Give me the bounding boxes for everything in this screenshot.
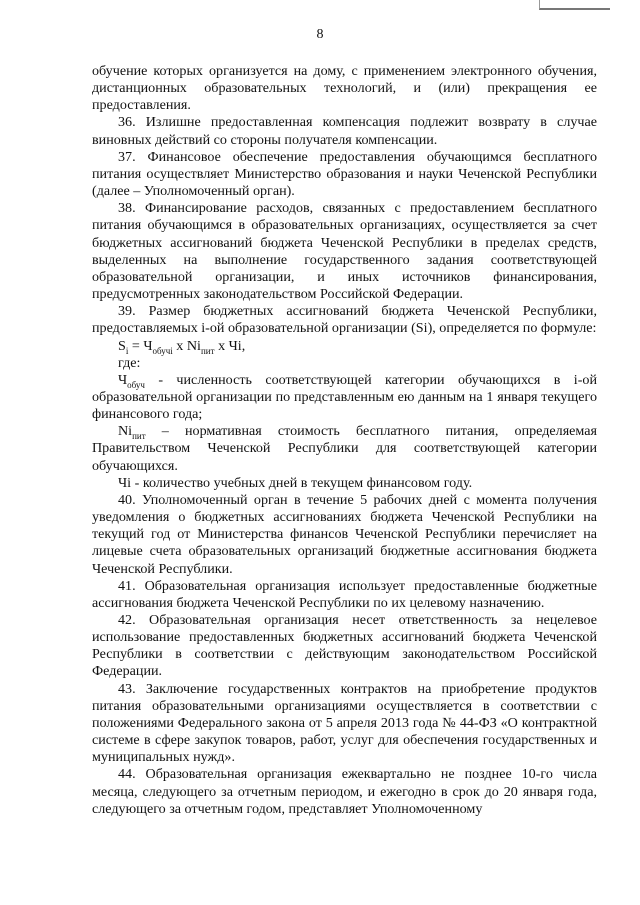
document-body xyxy=(92,63,597,818)
page-number: 8 xyxy=(316,27,324,42)
paragraph-38: 38. Финансирование расходов, связанных с предоставлением бесплатного питания обучающимся в образовательных организациях, осуществляется за счет бюджетных ассигнований бюджета Чеченской Республики в пределах средств, выделенных на выполнение государственного задания соответствующей образовательной организации, и иных источников финансирования, предусмотренных законодательством Российской Федерации. xyxy=(92,200,597,303)
corner-mark xyxy=(539,0,610,10)
paragraph-39: 39. Размер бюджетных ассигнований бюджета Чеченской Республики, предоставляемых i-ой образовательной организации (Si), определяется по формуле: xyxy=(92,303,597,337)
formula-where: где: xyxy=(118,354,141,371)
paragraph-40: 40. Уполномоченный орган в течение 5 рабочих дней с момента получения уведомления о бюджетных ассигнованиях бюджета Чеченской Республики на текущий год от Министерства финансов Чеченской Республики перечисляет на лицевые счета образовательных организаций бюджетные ассигнования бюджета Чеченской Республики. xyxy=(92,491,597,577)
paragraph-continuation: обучение которых организуется на дому, с применением электронного обучения, дистанционных образовательных технологий, и (или) прекращения ее предоставления. xyxy=(92,63,597,114)
definition-ch-obuch: $Ч_{обуч}$ - численность соответствующей категории обучающихся в i-ой образовательной организации по представленным ею данным на 1 января текущего финансового года; xyxy=(92,371,597,423)
definition-ni-pit: $Ni_{пит}$ – нормативная стоимость бесплатного питания, определяемая Правительством Чеченской Республики для соответствующей категории обучающихся. xyxy=(92,423,597,474)
paragraph-36: 36. Излишне предоставленная компенсация подлежит возврату в случае виновных действий со стороны получателя компенсации. xyxy=(92,114,597,148)
paragraph-43: 43. Заключение государственных контрактов на приобретение продуктов питания образовательными организациями осуществляется в соответствии с положениями Федерального закона от 5 апреля 2013 года № 44-ФЗ «О контрактной системе в сфере закупок товаров, работ, услуг для обеспечения государственных и муниципальных нужд». xyxy=(92,680,597,766)
paragraph-42: 42. Образовательная организация несет ответственность за нецелевое использование предоставленных бюджетных ассигнований бюджета Чеченской Республики в соответствии с действующим законодательством Российской Федерации. xyxy=(92,612,597,680)
paragraph-41: 41. Образовательная организация использует предоставленные бюджетные ассигнования бюджета Чеченской Республики по их целевому назначению. xyxy=(92,577,597,611)
paragraph-44: 44. Образовательная организация ежеквартально не позднее 10-го числа месяца, следующего за отчетным периодом, и ежегодно в срок до 20 января года, следующего за отчетным годом, представляет Уполномоченному xyxy=(92,766,597,817)
formula: $S_i = Ч_{обучi}$ х $Ni_{пит}$ х Чi, xyxy=(118,337,246,356)
definition-chi: Чi - количество учебных дней в текущем финансовом году. xyxy=(118,474,473,491)
paragraph-37: 37. Финансовое обеспечение предоставления обучающимся бесплатного питания осуществляет Министерство образования и науки Чеченской Республики (далее – Уполномоченный орган). xyxy=(92,148,597,200)
